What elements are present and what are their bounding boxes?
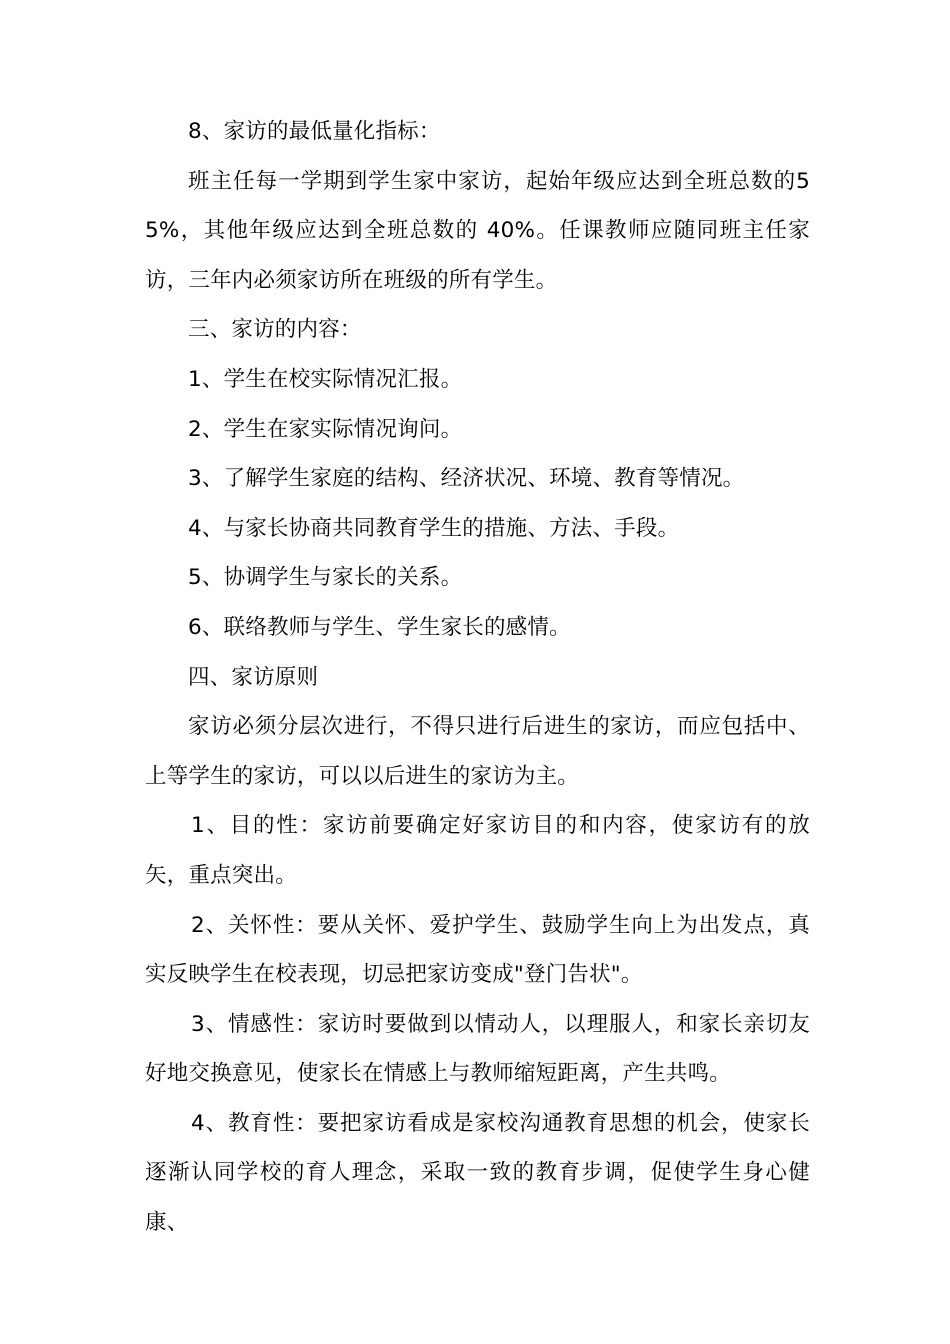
list-item-content-1: 1、学生在校实际情况汇报。 bbox=[188, 366, 463, 392]
list-item-content-4: 4、与家长协商共同教育学生的措施、方法、手段。 bbox=[188, 515, 680, 541]
paragraph-quantitative-indicators: 班主任每一学期到学生家中家访，起始年级应达到全班总数的55%，其他年级应达到全班总数的 40%。任课教师应随同班主任家访，三年内必须家访所在班级的所有学生。 bbox=[145, 168, 810, 293]
paragraph-quantitative-indicators-heading: 8、家访的最低量化指标： bbox=[188, 119, 441, 144]
principle-educational: 4、教育性：要把家访看成是家校沟通教育思想的机会，使家长逐渐认同学校的育人理念，采取一致的教育步调，促使学生身心健康、 bbox=[145, 1110, 810, 1236]
list-item-content-3: 3、了解学生家庭的结构、经济状况、环境、教育等情况。 bbox=[188, 466, 745, 492]
document-body bbox=[145, 107, 810, 1248]
paragraph-principles-intro: 家访必须分层次进行，不得只进行后进生的家访，而应包括中、上等学生的家访，可以以后进生的家访为主。 bbox=[145, 714, 810, 789]
principle-purposeful: 1、目的性：家访前要确定好家访目的和内容，使家访有的放矢，重点突出。 bbox=[145, 813, 810, 888]
principle-emotional: 3、情感性：家访时要做到以情动人，以理服人，和家长亲切友好地交换意见，使家长在情感上与教师缩短距离，产生共鸣。 bbox=[145, 1011, 810, 1087]
list-item-content-6: 6、联络教师与学生、学生家长的感情。 bbox=[188, 614, 571, 640]
section-heading-visit-principles: 四、家访原则 bbox=[188, 664, 319, 690]
list-item-content-5: 5、协调学生与家长的关系。 bbox=[188, 565, 463, 591]
list-item-content-2: 2、学生在家实际情况询问。 bbox=[188, 416, 463, 442]
principle-caring: 2、关怀性：要从关怀、爱护学生、鼓励学生向上为出发点，真实反映学生在校表现，切忌把家访变成"登门告状"。 bbox=[145, 912, 810, 988]
section-heading-visit-content: 三、家访的内容： bbox=[188, 317, 362, 343]
